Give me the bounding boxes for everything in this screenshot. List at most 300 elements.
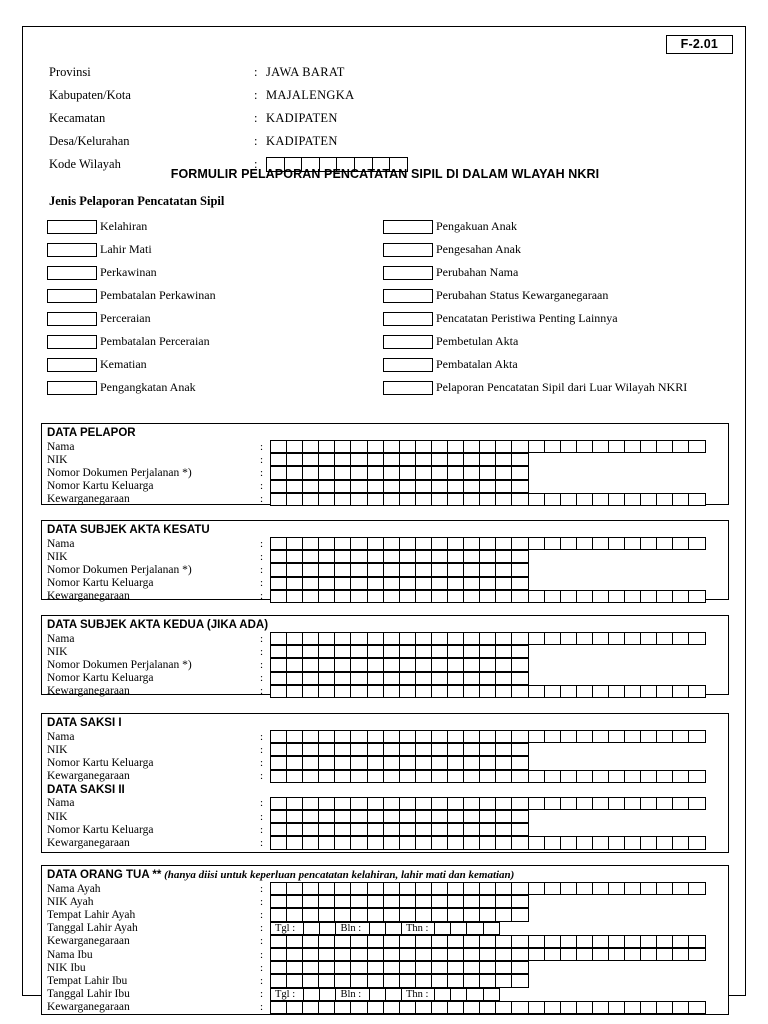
field-cell[interactable]	[367, 590, 384, 603]
field-cell[interactable]	[415, 836, 432, 849]
field-cell[interactable]	[286, 632, 303, 645]
field-cell[interactable]	[431, 730, 448, 743]
field-cell[interactable]	[431, 537, 448, 550]
field-cell[interactable]	[350, 550, 367, 563]
field-cell[interactable]	[431, 577, 448, 590]
field-cell[interactable]	[495, 537, 512, 550]
field-cell[interactable]	[302, 563, 319, 576]
field-cell[interactable]	[399, 563, 416, 576]
field-cell[interactable]	[576, 836, 593, 849]
field-cell[interactable]	[431, 756, 448, 769]
field-cell[interactable]	[463, 493, 480, 506]
field-cell[interactable]	[479, 743, 496, 756]
field-cell[interactable]	[447, 770, 464, 783]
field-cell[interactable]	[463, 537, 480, 550]
report-type-checkbox[interactable]	[47, 289, 97, 303]
field-cell[interactable]	[608, 770, 625, 783]
field-cell[interactable]	[431, 563, 448, 576]
field-cell[interactable]	[399, 453, 416, 466]
field-input[interactable]	[270, 810, 528, 823]
field-cell[interactable]	[576, 730, 593, 743]
field-cell[interactable]	[270, 836, 287, 849]
field-cell[interactable]	[511, 961, 528, 974]
field-cell[interactable]	[463, 685, 480, 698]
field-cell[interactable]	[463, 550, 480, 563]
field-cell[interactable]	[528, 797, 545, 810]
field-cell[interactable]	[383, 961, 400, 974]
field-cell[interactable]	[383, 810, 400, 823]
field-cell[interactable]	[399, 550, 416, 563]
field-cell[interactable]	[286, 550, 303, 563]
field-cell[interactable]	[334, 743, 351, 756]
field-cell[interactable]	[608, 685, 625, 698]
field-cell[interactable]	[688, 685, 705, 698]
field-cell[interactable]	[302, 974, 319, 987]
field-cell[interactable]	[383, 836, 400, 849]
field-cell[interactable]	[479, 645, 496, 658]
field-input[interactable]	[270, 658, 528, 671]
field-cell[interactable]	[415, 823, 432, 836]
field-cell[interactable]	[286, 743, 303, 756]
field-cell[interactable]	[399, 730, 416, 743]
field-cell[interactable]	[399, 632, 416, 645]
field-cell[interactable]	[415, 577, 432, 590]
field-cell[interactable]	[415, 948, 432, 961]
field-cell[interactable]	[383, 466, 400, 479]
field-input[interactable]	[270, 895, 528, 908]
field-cell[interactable]	[334, 948, 351, 961]
field-cell[interactable]	[302, 466, 319, 479]
field-cell[interactable]	[495, 974, 512, 987]
field-cell[interactable]	[334, 730, 351, 743]
field-cell[interactable]	[576, 590, 593, 603]
field-cell[interactable]	[415, 1001, 432, 1014]
field-cell[interactable]	[350, 632, 367, 645]
field-input[interactable]	[270, 466, 528, 479]
field-cell[interactable]	[367, 466, 384, 479]
field-cell[interactable]	[608, 948, 625, 961]
field-cell[interactable]	[286, 908, 303, 921]
report-type-checkbox[interactable]	[47, 312, 97, 326]
field-cell[interactable]	[672, 1001, 689, 1014]
field-cell[interactable]	[431, 823, 448, 836]
field-cell[interactable]	[463, 590, 480, 603]
field-cell[interactable]	[447, 480, 464, 493]
field-cell[interactable]	[560, 590, 577, 603]
field-cell[interactable]	[479, 895, 496, 908]
field-cell[interactable]	[495, 770, 512, 783]
field-cell[interactable]	[447, 961, 464, 974]
field-cell[interactable]	[688, 935, 705, 948]
field-cell[interactable]	[688, 1001, 705, 1014]
date-year-cell[interactable]	[466, 988, 483, 1001]
field-cell[interactable]	[528, 493, 545, 506]
field-cell[interactable]	[367, 743, 384, 756]
field-cell[interactable]	[624, 730, 641, 743]
field-cell[interactable]	[383, 685, 400, 698]
field-cell[interactable]	[367, 1001, 384, 1014]
field-cell[interactable]	[479, 810, 496, 823]
field-cell[interactable]	[560, 797, 577, 810]
field-cell[interactable]	[367, 672, 384, 685]
field-cell[interactable]	[286, 685, 303, 698]
date-day-cell[interactable]	[319, 922, 336, 935]
date-year-cell[interactable]	[483, 988, 500, 1001]
field-cell[interactable]	[415, 658, 432, 671]
field-cell[interactable]	[463, 823, 480, 836]
field-cell[interactable]	[302, 895, 319, 908]
field-cell[interactable]	[318, 948, 335, 961]
field-cell[interactable]	[463, 658, 480, 671]
field-cell[interactable]	[688, 770, 705, 783]
field-cell[interactable]	[367, 882, 384, 895]
report-type-option[interactable]	[383, 284, 687, 307]
field-cell[interactable]	[640, 882, 657, 895]
field-cell[interactable]	[383, 493, 400, 506]
field-cell[interactable]	[511, 480, 528, 493]
field-cell[interactable]	[270, 935, 287, 948]
field-input[interactable]	[270, 961, 528, 974]
field-cell[interactable]	[302, 882, 319, 895]
field-cell[interactable]	[334, 770, 351, 783]
field-cell[interactable]	[463, 577, 480, 590]
field-cell[interactable]	[544, 948, 561, 961]
field-cell[interactable]	[656, 493, 673, 506]
field-cell[interactable]	[383, 730, 400, 743]
field-cell[interactable]	[511, 1001, 528, 1014]
field-cell[interactable]	[367, 935, 384, 948]
field-cell[interactable]	[511, 685, 528, 698]
field-input[interactable]	[270, 645, 528, 658]
field-input[interactable]	[270, 672, 528, 685]
field-cell[interactable]	[495, 658, 512, 671]
field-cell[interactable]	[479, 730, 496, 743]
field-cell[interactable]	[350, 1001, 367, 1014]
field-cell[interactable]	[463, 948, 480, 961]
field-cell[interactable]	[479, 823, 496, 836]
field-input[interactable]	[270, 908, 528, 921]
field-cell[interactable]	[270, 797, 287, 810]
report-type-option[interactable]	[383, 307, 687, 330]
field-cell[interactable]	[640, 493, 657, 506]
field-cell[interactable]	[544, 935, 561, 948]
field-cell[interactable]	[511, 537, 528, 550]
field-cell[interactable]	[511, 440, 528, 453]
field-cell[interactable]	[463, 743, 480, 756]
field-cell[interactable]	[318, 882, 335, 895]
field-cell[interactable]	[560, 730, 577, 743]
field-cell[interactable]	[608, 882, 625, 895]
field-cell[interactable]	[511, 550, 528, 563]
field-cell[interactable]	[511, 895, 528, 908]
field-cell[interactable]	[672, 537, 689, 550]
field-input[interactable]	[270, 453, 528, 466]
field-cell[interactable]	[495, 823, 512, 836]
field-cell[interactable]	[399, 440, 416, 453]
report-type-checkbox[interactable]	[47, 358, 97, 372]
field-cell[interactable]	[383, 550, 400, 563]
field-cell[interactable]	[656, 685, 673, 698]
report-type-checkbox[interactable]	[47, 220, 97, 234]
field-cell[interactable]	[672, 590, 689, 603]
field-cell[interactable]	[431, 658, 448, 671]
field-cell[interactable]	[302, 550, 319, 563]
field-cell[interactable]	[479, 685, 496, 698]
field-cell[interactable]	[286, 480, 303, 493]
field-cell[interactable]	[270, 632, 287, 645]
field-cell[interactable]	[334, 882, 351, 895]
field-cell[interactable]	[431, 810, 448, 823]
field-input[interactable]	[270, 988, 499, 1001]
field-cell[interactable]	[270, 895, 287, 908]
field-cell[interactable]	[350, 685, 367, 698]
field-cell[interactable]	[672, 632, 689, 645]
field-cell[interactable]	[286, 770, 303, 783]
field-cell[interactable]	[286, 935, 303, 948]
field-cell[interactable]	[383, 1001, 400, 1014]
field-cell[interactable]	[431, 493, 448, 506]
field-cell[interactable]	[399, 961, 416, 974]
field-cell[interactable]	[640, 948, 657, 961]
field-cell[interactable]	[463, 974, 480, 987]
field-cell[interactable]	[367, 823, 384, 836]
field-cell[interactable]	[544, 770, 561, 783]
field-cell[interactable]	[447, 685, 464, 698]
field-cell[interactable]	[463, 961, 480, 974]
field-cell[interactable]	[383, 935, 400, 948]
field-cell[interactable]	[334, 590, 351, 603]
field-cell[interactable]	[334, 632, 351, 645]
field-cell[interactable]	[399, 935, 416, 948]
date-day-cell[interactable]	[303, 922, 320, 935]
field-cell[interactable]	[656, 935, 673, 948]
field-cell[interactable]	[399, 1001, 416, 1014]
field-cell[interactable]	[270, 453, 287, 466]
date-year-cell[interactable]	[483, 922, 500, 935]
field-cell[interactable]	[334, 895, 351, 908]
field-cell[interactable]	[367, 974, 384, 987]
field-cell[interactable]	[560, 770, 577, 783]
field-cell[interactable]	[318, 493, 335, 506]
field-cell[interactable]	[286, 948, 303, 961]
field-cell[interactable]	[334, 908, 351, 921]
field-cell[interactable]	[495, 948, 512, 961]
field-cell[interactable]	[447, 440, 464, 453]
field-cell[interactable]	[624, 590, 641, 603]
field-cell[interactable]	[286, 836, 303, 849]
field-cell[interactable]	[495, 908, 512, 921]
field-cell[interactable]	[495, 480, 512, 493]
field-cell[interactable]	[624, 632, 641, 645]
report-type-checkbox[interactable]	[47, 243, 97, 257]
field-cell[interactable]	[463, 1001, 480, 1014]
field-cell[interactable]	[350, 658, 367, 671]
field-cell[interactable]	[367, 632, 384, 645]
field-cell[interactable]	[318, 563, 335, 576]
field-cell[interactable]	[302, 685, 319, 698]
field-cell[interactable]	[479, 974, 496, 987]
field-cell[interactable]	[286, 658, 303, 671]
field-cell[interactable]	[688, 730, 705, 743]
date-year-cell[interactable]	[466, 922, 483, 935]
field-cell[interactable]	[447, 882, 464, 895]
field-cell[interactable]	[576, 685, 593, 698]
field-cell[interactable]	[656, 882, 673, 895]
date-month-cell[interactable]	[369, 988, 386, 1001]
field-cell[interactable]	[495, 756, 512, 769]
report-type-checkbox[interactable]	[47, 335, 97, 349]
field-cell[interactable]	[495, 590, 512, 603]
field-cell[interactable]	[270, 537, 287, 550]
field-cell[interactable]	[463, 730, 480, 743]
field-cell[interactable]	[270, 1001, 287, 1014]
field-cell[interactable]	[592, 948, 609, 961]
field-cell[interactable]	[286, 537, 303, 550]
field-cell[interactable]	[640, 935, 657, 948]
field-cell[interactable]	[270, 961, 287, 974]
field-cell[interactable]	[528, 685, 545, 698]
field-cell[interactable]	[592, 440, 609, 453]
field-cell[interactable]	[367, 577, 384, 590]
field-cell[interactable]	[495, 466, 512, 479]
field-cell[interactable]	[399, 810, 416, 823]
field-cell[interactable]	[350, 810, 367, 823]
field-input[interactable]	[270, 756, 528, 769]
field-cell[interactable]	[415, 770, 432, 783]
field-cell[interactable]	[463, 563, 480, 576]
field-cell[interactable]	[399, 756, 416, 769]
field-cell[interactable]	[270, 810, 287, 823]
field-cell[interactable]	[318, 590, 335, 603]
field-cell[interactable]	[431, 672, 448, 685]
field-cell[interactable]	[576, 537, 593, 550]
field-cell[interactable]	[399, 908, 416, 921]
field-cell[interactable]	[318, 770, 335, 783]
field-cell[interactable]	[511, 730, 528, 743]
field-cell[interactable]	[688, 440, 705, 453]
field-cell[interactable]	[334, 563, 351, 576]
field-cell[interactable]	[528, 730, 545, 743]
field-cell[interactable]	[511, 908, 528, 921]
field-cell[interactable]	[270, 882, 287, 895]
field-cell[interactable]	[447, 577, 464, 590]
field-cell[interactable]	[334, 1001, 351, 1014]
field-cell[interactable]	[640, 632, 657, 645]
field-cell[interactable]	[270, 645, 287, 658]
field-cell[interactable]	[560, 537, 577, 550]
field-cell[interactable]	[688, 632, 705, 645]
field-cell[interactable]	[415, 453, 432, 466]
field-cell[interactable]	[447, 948, 464, 961]
report-type-option[interactable]	[47, 215, 216, 238]
field-cell[interactable]	[431, 685, 448, 698]
field-cell[interactable]	[463, 797, 480, 810]
field-cell[interactable]	[367, 836, 384, 849]
field-cell[interactable]	[656, 836, 673, 849]
field-cell[interactable]	[367, 440, 384, 453]
field-cell[interactable]	[447, 797, 464, 810]
field-cell[interactable]	[528, 948, 545, 961]
report-type-checkbox[interactable]	[383, 381, 433, 395]
field-cell[interactable]	[479, 908, 496, 921]
report-type-checkbox[interactable]	[383, 335, 433, 349]
field-input[interactable]	[270, 823, 528, 836]
field-cell[interactable]	[302, 440, 319, 453]
field-cell[interactable]	[399, 974, 416, 987]
field-cell[interactable]	[270, 908, 287, 921]
field-cell[interactable]	[479, 1001, 496, 1014]
field-cell[interactable]	[447, 645, 464, 658]
field-cell[interactable]	[495, 961, 512, 974]
field-cell[interactable]	[318, 810, 335, 823]
field-cell[interactable]	[576, 770, 593, 783]
field-cell[interactable]	[608, 935, 625, 948]
field-input[interactable]	[270, 590, 705, 603]
field-input[interactable]	[270, 974, 528, 987]
field-cell[interactable]	[447, 632, 464, 645]
field-cell[interactable]	[367, 645, 384, 658]
field-cell[interactable]	[528, 537, 545, 550]
field-cell[interactable]	[640, 590, 657, 603]
field-cell[interactable]	[350, 453, 367, 466]
field-cell[interactable]	[447, 466, 464, 479]
field-cell[interactable]	[302, 590, 319, 603]
field-cell[interactable]	[318, 440, 335, 453]
field-cell[interactable]	[350, 756, 367, 769]
field-input[interactable]	[270, 440, 705, 453]
field-cell[interactable]	[447, 743, 464, 756]
field-cell[interactable]	[286, 493, 303, 506]
field-cell[interactable]	[544, 537, 561, 550]
field-cell[interactable]	[479, 563, 496, 576]
field-cell[interactable]	[399, 685, 416, 698]
field-cell[interactable]	[431, 645, 448, 658]
field-cell[interactable]	[447, 810, 464, 823]
field-cell[interactable]	[463, 770, 480, 783]
field-cell[interactable]	[350, 797, 367, 810]
field-cell[interactable]	[270, 440, 287, 453]
field-cell[interactable]	[383, 480, 400, 493]
field-cell[interactable]	[270, 590, 287, 603]
field-cell[interactable]	[640, 1001, 657, 1014]
field-cell[interactable]	[544, 836, 561, 849]
field-cell[interactable]	[656, 770, 673, 783]
field-cell[interactable]	[367, 537, 384, 550]
field-cell[interactable]	[350, 908, 367, 921]
field-input[interactable]	[270, 797, 705, 810]
field-cell[interactable]	[399, 466, 416, 479]
report-type-option[interactable]	[383, 261, 687, 284]
field-cell[interactable]	[656, 1001, 673, 1014]
field-cell[interactable]	[302, 658, 319, 671]
field-cell[interactable]	[656, 590, 673, 603]
field-cell[interactable]	[495, 797, 512, 810]
field-cell[interactable]	[624, 1001, 641, 1014]
field-input[interactable]	[270, 935, 705, 948]
field-cell[interactable]	[624, 493, 641, 506]
field-cell[interactable]	[270, 658, 287, 671]
field-cell[interactable]	[495, 672, 512, 685]
field-cell[interactable]	[350, 537, 367, 550]
field-cell[interactable]	[270, 730, 287, 743]
field-input[interactable]	[270, 537, 705, 550]
field-cell[interactable]	[576, 948, 593, 961]
field-cell[interactable]	[383, 770, 400, 783]
field-cell[interactable]	[302, 453, 319, 466]
field-cell[interactable]	[431, 590, 448, 603]
field-cell[interactable]	[463, 935, 480, 948]
field-cell[interactable]	[270, 974, 287, 987]
